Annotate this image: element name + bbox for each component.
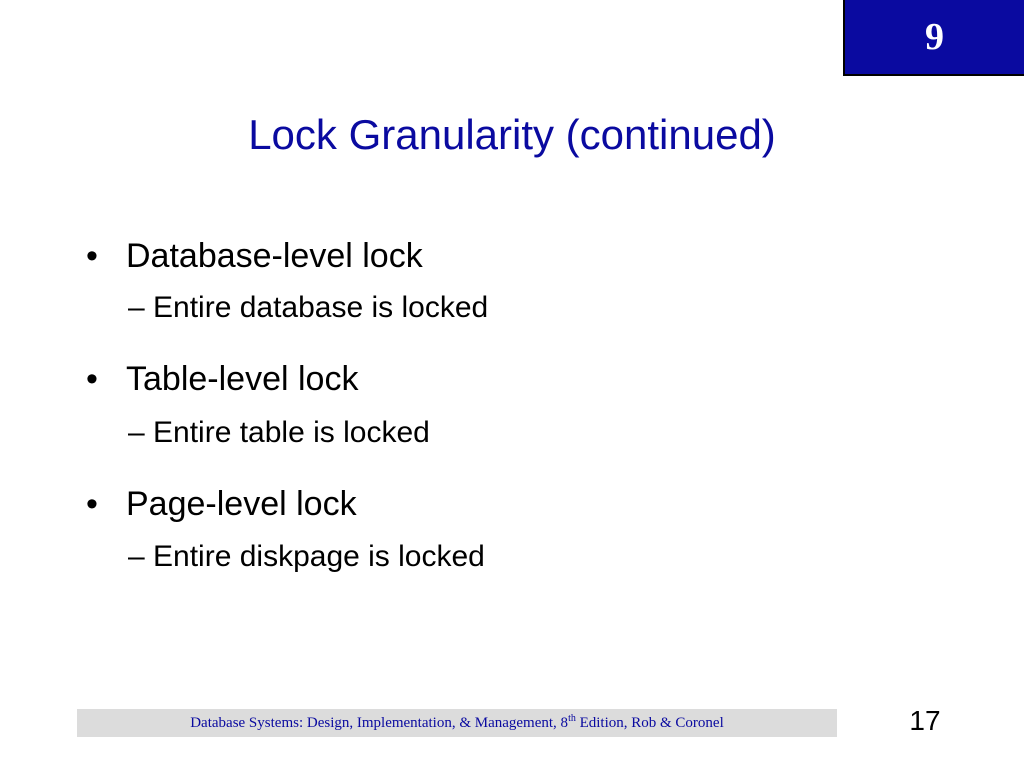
bullet-dot: • (86, 360, 98, 398)
footer-text-after: Edition, Rob & Coronel (575, 714, 724, 731)
bullet-text: Table-level lock (126, 360, 359, 398)
sub-bullet-item: – Entire table is locked (128, 416, 430, 449)
sub-bullet-item: – Entire database is locked (128, 291, 489, 324)
footer-bar (77, 709, 837, 737)
bullet-text: Page-level lock (126, 485, 357, 523)
page-number: 17 (909, 705, 941, 736)
footer-superscript: th (568, 712, 576, 724)
bullet-text: Database-level lock (126, 237, 423, 275)
footer-text-before: Database Systems: Design, Implementation, & Management, 8 (190, 714, 569, 731)
bullet-item (86, 236, 423, 276)
footer-text (190, 712, 724, 732)
bullet-dot: • (86, 485, 98, 523)
bullet-item (86, 484, 357, 524)
bullet-dot: • (86, 237, 98, 275)
sub-bullet-item: – Entire diskpage is locked (128, 540, 485, 573)
slide-title: Lock Granularity (continued) (248, 111, 776, 158)
bullet-item (86, 359, 358, 399)
chapter-number: 9 (925, 16, 944, 58)
